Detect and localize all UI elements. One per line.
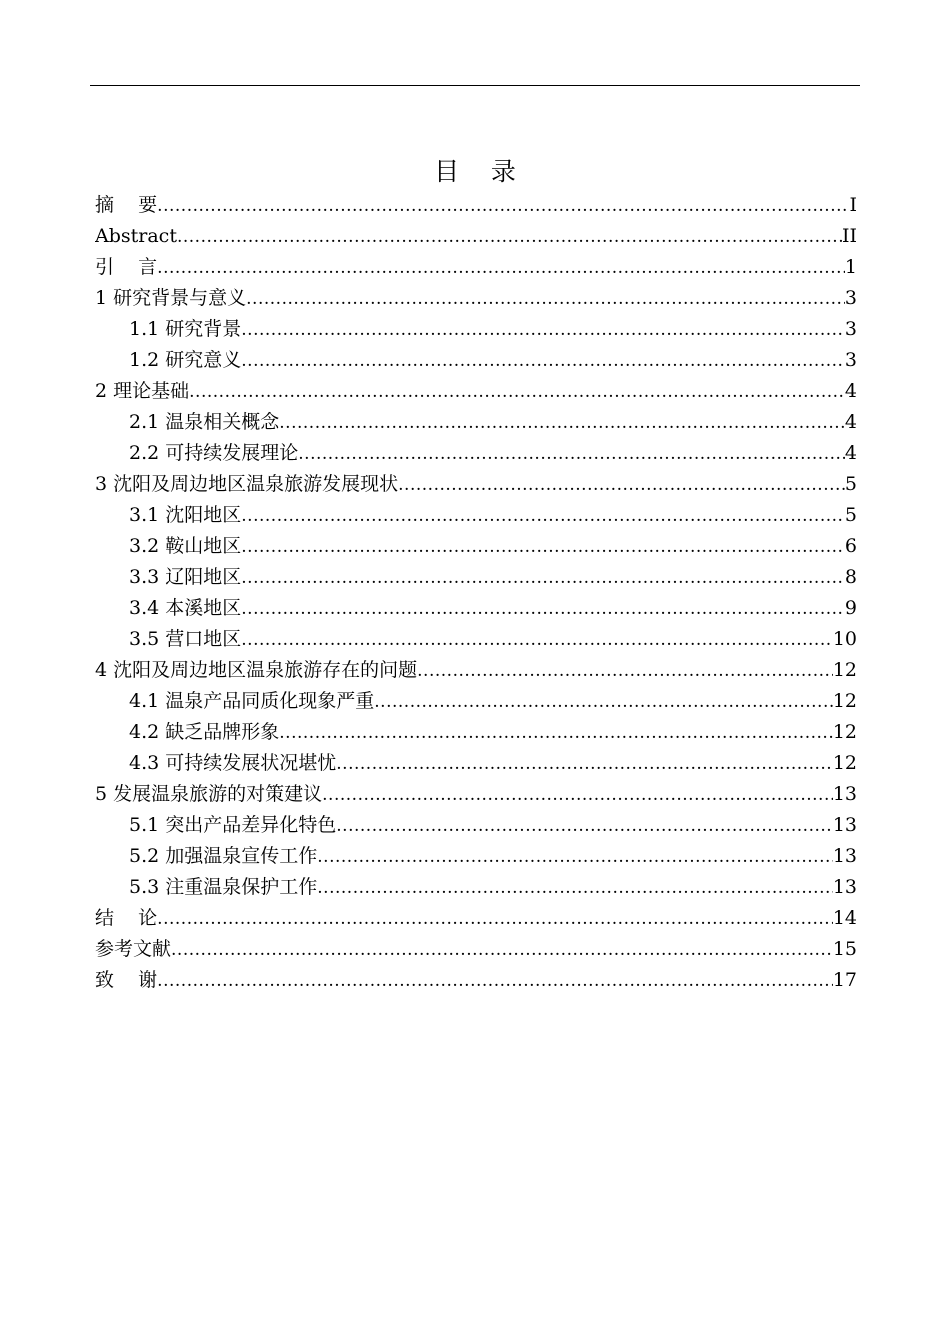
toc-entry-label: 2.2 可持续发展理论 [129, 442, 299, 464]
toc-dot-leader [279, 718, 833, 748]
toc-entry-label: 3.3 辽阳地区 [129, 566, 242, 588]
toc-dot-leader [374, 687, 833, 717]
toc-entry-label: 5.1 突出产品差异化特色 [129, 814, 337, 836]
toc-entry-label: 3.4 本溪地区 [129, 597, 242, 619]
toc-dot-leader [241, 625, 833, 655]
toc-dot-leader [336, 811, 833, 841]
toc-entry[interactable] [95, 965, 857, 996]
header-rule [90, 85, 860, 86]
toc-entry-page: 9 [844, 597, 857, 619]
toc-entry-page: 15 [832, 938, 857, 960]
toc-list [95, 190, 857, 996]
toc-entry-label: 4.2 缺乏品牌形象 [129, 721, 280, 743]
toc-entry-label: 摘 要 [95, 194, 158, 216]
toc-entry-label: 2 理论基础 [95, 380, 190, 402]
toc-dot-leader [241, 563, 845, 593]
toc-entry[interactable] [95, 593, 857, 624]
toc-entry[interactable] [95, 934, 857, 965]
toc-dot-leader [317, 873, 833, 903]
toc-entry-label: 1.2 研究意义 [129, 349, 242, 371]
toc-entry-label: 4.1 温泉产品同质化现象严重 [129, 690, 375, 712]
toc-title: 目 录 [434, 157, 516, 186]
toc-entry-page: 13 [832, 876, 857, 898]
toc-entry[interactable] [95, 283, 857, 314]
toc-entry-page: 5 [844, 473, 857, 495]
toc-dot-leader [336, 749, 833, 779]
toc-entry[interactable] [95, 686, 857, 717]
toc-entry-page: 10 [832, 628, 857, 650]
toc-dot-leader [241, 346, 845, 376]
toc-entry-page: 6 [844, 535, 857, 557]
toc-entry[interactable] [95, 221, 857, 252]
toc-entry-page: 13 [832, 845, 857, 867]
toc-dot-leader [298, 439, 845, 469]
toc-dot-leader [241, 532, 845, 562]
toc-entry[interactable] [95, 345, 857, 376]
toc-entry-page: 12 [832, 659, 857, 681]
toc-entry-label: 引 言 [95, 256, 158, 278]
toc-entry-label: 4 沈阳及周边地区温泉旅游存在的问题 [95, 659, 418, 681]
toc-dot-leader [317, 842, 833, 872]
toc-entry-page: 14 [832, 907, 857, 929]
toc-dot-leader [157, 191, 849, 221]
toc-entry[interactable] [95, 531, 857, 562]
toc-entry[interactable] [95, 314, 857, 345]
toc-dot-leader [241, 501, 845, 531]
toc-dot-leader [246, 284, 845, 314]
toc-entry[interactable] [95, 810, 857, 841]
toc-entry-label: 4.3 可持续发展状况堪忧 [129, 752, 337, 774]
toc-dot-leader [241, 594, 845, 624]
toc-entry-label: 3.2 鞍山地区 [129, 535, 242, 557]
toc-entry-label: 2.1 温泉相关概念 [129, 411, 280, 433]
toc-dot-leader [398, 470, 845, 500]
toc-entry[interactable] [95, 624, 857, 655]
toc-entry-page: 12 [832, 752, 857, 774]
toc-entry[interactable] [95, 655, 857, 686]
toc-entry-page: II [841, 225, 857, 247]
toc-entry[interactable] [95, 841, 857, 872]
toc-entry-page: 5 [844, 504, 857, 526]
toc-entry[interactable] [95, 717, 857, 748]
toc-entry[interactable] [95, 438, 857, 469]
toc-dot-leader [177, 222, 842, 252]
toc-entry-page: 3 [844, 287, 857, 309]
toc-entry-page: 4 [844, 442, 857, 464]
toc-entry-label: 1 研究背景与意义 [95, 287, 247, 309]
toc-entry[interactable] [95, 562, 857, 593]
toc-entry-label: 结 论 [95, 907, 158, 929]
toc-entry[interactable] [95, 903, 857, 934]
toc-entry[interactable] [95, 252, 857, 283]
toc-entry-page: I [849, 194, 857, 216]
toc-entry-label: 3 沈阳及周边地区温泉旅游发展现状 [95, 473, 399, 495]
toc-entry-page: 3 [844, 349, 857, 371]
toc-dot-leader [157, 904, 833, 934]
toc-entry-label: 1.1 研究背景 [129, 318, 242, 340]
toc-dot-leader [157, 253, 845, 283]
toc-entry-label: 5.3 注重温泉保护工作 [129, 876, 318, 898]
toc-entry[interactable] [95, 190, 857, 221]
toc-entry[interactable] [95, 500, 857, 531]
toc-entry-label: 致 谢 [95, 969, 158, 991]
toc-entry-page: 13 [832, 783, 857, 805]
toc-entry-label: 3.5 营口地区 [129, 628, 242, 650]
toc-entry-page: 17 [832, 969, 857, 991]
toc-entry[interactable] [95, 469, 857, 500]
toc-entry[interactable] [95, 748, 857, 779]
toc-entry-page: 4 [844, 380, 857, 402]
toc-entry-page: 4 [844, 411, 857, 433]
toc-dot-leader [279, 408, 845, 438]
toc-entry-label: 5.2 加强温泉宣传工作 [129, 845, 318, 867]
toc-entry[interactable] [95, 407, 857, 438]
toc-entry[interactable] [95, 779, 857, 810]
toc-entry-label: 参考文献 [95, 938, 172, 960]
toc-dot-leader [322, 780, 833, 810]
toc-entry-label: 5 发展温泉旅游的对策建议 [95, 783, 323, 805]
toc-entry-page: 3 [844, 318, 857, 340]
toc-dot-leader [171, 935, 833, 965]
toc-entry-page: 12 [832, 690, 857, 712]
toc-dot-leader [189, 377, 845, 407]
toc-entry-page: 8 [844, 566, 857, 588]
toc-entry[interactable] [95, 872, 857, 903]
toc-dot-leader [417, 656, 833, 686]
toc-entry-page: 12 [832, 721, 857, 743]
toc-entry[interactable] [95, 376, 857, 407]
toc-dot-leader [241, 315, 845, 345]
toc-entry-label: 3.1 沈阳地区 [129, 504, 242, 526]
toc-entry-page: 1 [844, 256, 857, 278]
toc-dot-leader [157, 966, 833, 996]
toc-entry-page: 13 [832, 814, 857, 836]
toc-entry-label: Abstract [95, 225, 177, 247]
